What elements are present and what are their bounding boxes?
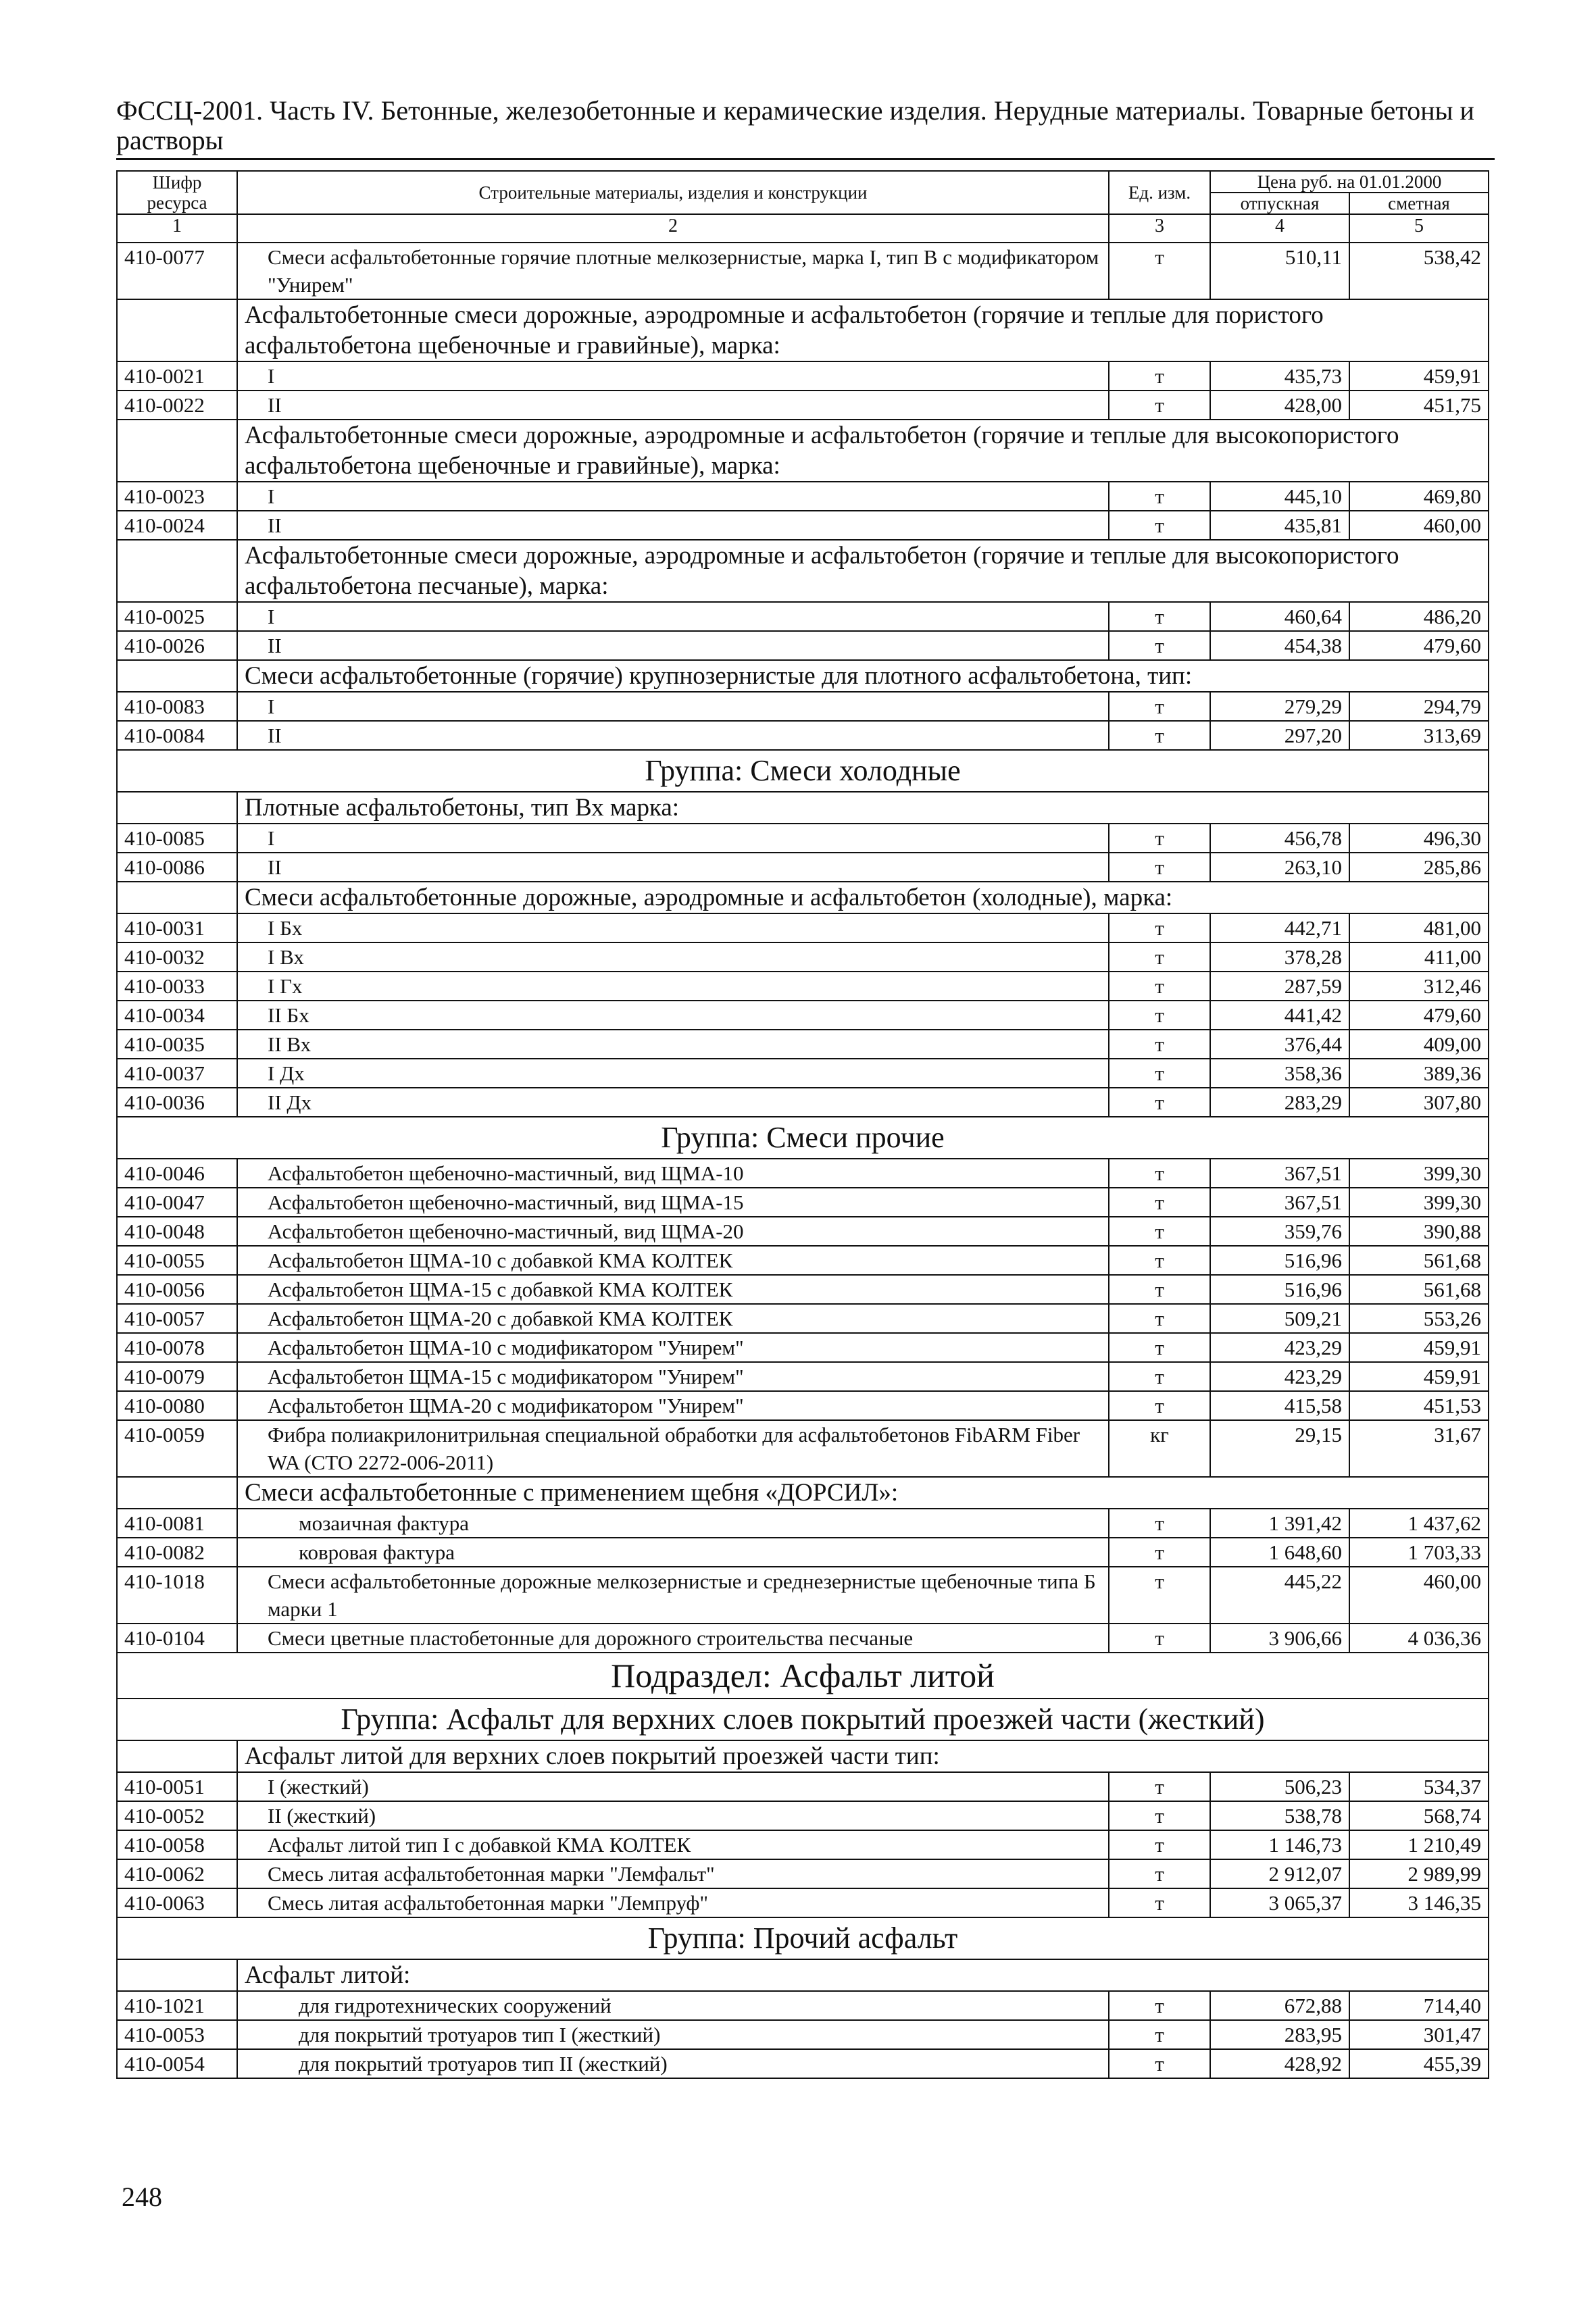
unit: т xyxy=(1109,1567,1210,1624)
resource-code: 410-0048 xyxy=(117,1217,237,1246)
estimate-price: 496,30 xyxy=(1349,824,1489,853)
estimate-price: 285,86 xyxy=(1349,853,1489,882)
release-price: 1 391,42 xyxy=(1210,1509,1349,1538)
table-row xyxy=(117,913,1489,942)
material-name: I Гх xyxy=(237,972,1109,1001)
resource-code: 410-0024 xyxy=(117,511,237,540)
release-price: 516,96 xyxy=(1210,1275,1349,1304)
release-price: 423,29 xyxy=(1210,1333,1349,1362)
estimate-price: 1 437,62 xyxy=(1349,1509,1489,1538)
material-name: II xyxy=(237,631,1109,660)
price-table xyxy=(116,170,1489,2079)
resource-code: 410-0079 xyxy=(117,1362,237,1391)
material-name: Асфальтобетон щебеночно-мастичный, вид ЩМА-10 xyxy=(237,1159,1109,1188)
resource-code: 410-0022 xyxy=(117,391,237,420)
estimate-price: 411,00 xyxy=(1349,942,1489,972)
empty-code-cell xyxy=(117,420,237,482)
material-name: Асфальтобетон ЩМА-10 с модификатором "Унирем" xyxy=(237,1333,1109,1362)
resource-code: 410-0078 xyxy=(117,1333,237,1362)
release-price: 2 912,07 xyxy=(1210,1859,1349,1888)
release-price: 441,42 xyxy=(1210,1001,1349,1030)
material-name: Асфальтобетон ЩМА-20 с модификатором "Унирем" xyxy=(237,1391,1109,1420)
material-name: I xyxy=(237,361,1109,391)
release-price: 428,92 xyxy=(1210,2049,1349,2078)
table-row xyxy=(117,1959,1489,1991)
estimate-price: 486,20 xyxy=(1349,602,1489,631)
material-name: Асфальт литой тип I с добавкой КМА КОЛТЕК xyxy=(237,1830,1109,1859)
empty-code-cell xyxy=(117,540,237,602)
resource-code: 410-0051 xyxy=(117,1772,237,1801)
estimate-price: 479,60 xyxy=(1349,1001,1489,1030)
subsection-heading: Подраздел: Асфальт литой xyxy=(117,1653,1489,1699)
table-row xyxy=(117,420,1489,482)
table-row xyxy=(117,1801,1489,1830)
estimate-price: 313,69 xyxy=(1349,721,1489,750)
material-name: Смеси асфальтобетонные дорожные мелкозернистые и среднезернистые щебеночные типа Б марки 1 xyxy=(237,1567,1109,1624)
table-row xyxy=(117,1991,1489,2020)
table-row xyxy=(117,942,1489,972)
release-price: 279,29 xyxy=(1210,692,1349,721)
empty-code-cell xyxy=(117,299,237,361)
category-heading: Смеси асфальтобетонные с применением щебня «ДОРСИЛ»: xyxy=(237,1477,1489,1509)
resource-code: 410-0035 xyxy=(117,1030,237,1059)
resource-code: 410-0084 xyxy=(117,721,237,750)
category-heading: Смеси асфальтобетонные дорожные, аэродромные и асфальтобетон (холодные), марка: xyxy=(237,882,1489,913)
col-number: 2 xyxy=(237,214,1109,243)
release-price: 287,59 xyxy=(1210,972,1349,1001)
table-row xyxy=(117,1624,1489,1653)
material-name: I Дх xyxy=(237,1059,1109,1088)
group-heading: Группа: Прочий асфальт xyxy=(117,1917,1489,1959)
material-name: Фибра полиакрилонитрильная специальной обработки для асфальтобетонов FibARM Fiber WA (СТО 2272-006-2011) xyxy=(237,1420,1109,1477)
release-price: 456,78 xyxy=(1210,824,1349,853)
material-name: ковровая фактура xyxy=(237,1538,1109,1567)
resource-code: 410-1018 xyxy=(117,1567,237,1624)
resource-code: 410-0036 xyxy=(117,1088,237,1117)
unit: т xyxy=(1109,1391,1210,1420)
table-row xyxy=(117,1917,1489,1959)
category-heading: Асфальт литой для верхних слоев покрытий проезжей части тип: xyxy=(237,1740,1489,1772)
col-header-estimate: сметная xyxy=(1349,193,1489,214)
table-row xyxy=(117,1246,1489,1275)
unit: т xyxy=(1109,1772,1210,1801)
unit: т xyxy=(1109,2049,1210,2078)
estimate-price: 451,75 xyxy=(1349,391,1489,420)
material-name: Асфальтобетон ЩМА-20 с добавкой КМА КОЛТЕК xyxy=(237,1304,1109,1333)
material-name: Смеси асфальтобетонные горячие плотные мелкозернистые, марка I, тип В с модификатором "Унирем" xyxy=(237,243,1109,299)
table-row xyxy=(117,1477,1489,1509)
unit: т xyxy=(1109,511,1210,540)
release-price: 3 065,37 xyxy=(1210,1888,1349,1917)
estimate-price: 481,00 xyxy=(1349,913,1489,942)
resource-code: 410-0054 xyxy=(117,2049,237,2078)
release-price: 445,10 xyxy=(1210,482,1349,511)
unit: т xyxy=(1109,692,1210,721)
table-row xyxy=(117,602,1489,631)
table-row xyxy=(117,824,1489,853)
unit: т xyxy=(1109,1509,1210,1538)
resource-code: 410-0104 xyxy=(117,1624,237,1653)
estimate-price: 399,30 xyxy=(1349,1159,1489,1188)
table-row xyxy=(117,540,1489,602)
resource-code: 410-0026 xyxy=(117,631,237,660)
resource-code: 410-0077 xyxy=(117,243,237,299)
unit: кг xyxy=(1109,1420,1210,1477)
release-price: 423,29 xyxy=(1210,1362,1349,1391)
col-number: 3 xyxy=(1109,214,1210,243)
resource-code: 410-0052 xyxy=(117,1801,237,1830)
resource-code: 410-0031 xyxy=(117,913,237,942)
col-header-name: Строительные материалы, изделия и конструкции xyxy=(237,171,1109,214)
table-row xyxy=(117,1030,1489,1059)
unit: т xyxy=(1109,1088,1210,1117)
release-price: 29,15 xyxy=(1210,1420,1349,1477)
material-name: I xyxy=(237,602,1109,631)
estimate-price: 561,68 xyxy=(1349,1275,1489,1304)
col-number: 5 xyxy=(1349,214,1489,243)
unit: т xyxy=(1109,1030,1210,1059)
material-name: I xyxy=(237,692,1109,721)
unit: т xyxy=(1109,1304,1210,1333)
estimate-price: 460,00 xyxy=(1349,1567,1489,1624)
table-row xyxy=(117,1117,1489,1159)
table-row xyxy=(117,1001,1489,1030)
estimate-price: 409,00 xyxy=(1349,1030,1489,1059)
release-price: 1 648,60 xyxy=(1210,1538,1349,1567)
table-row xyxy=(117,1088,1489,1117)
release-price: 509,21 xyxy=(1210,1304,1349,1333)
table-row xyxy=(117,2049,1489,2078)
table-row xyxy=(117,1362,1489,1391)
group-heading: Группа: Асфальт для верхних слоев покрытий проезжей части (жесткий) xyxy=(117,1699,1489,1740)
table-row xyxy=(117,721,1489,750)
estimate-price: 307,80 xyxy=(1349,1088,1489,1117)
table-row xyxy=(117,1538,1489,1567)
table-row xyxy=(117,1333,1489,1362)
estimate-price: 479,60 xyxy=(1349,631,1489,660)
release-price: 445,22 xyxy=(1210,1567,1349,1624)
material-name: II xyxy=(237,511,1109,540)
resource-code: 410-0085 xyxy=(117,824,237,853)
release-price: 359,76 xyxy=(1210,1217,1349,1246)
unit: т xyxy=(1109,1538,1210,1567)
table-row xyxy=(117,1391,1489,1420)
table-row xyxy=(117,391,1489,420)
unit: т xyxy=(1109,853,1210,882)
unit: т xyxy=(1109,1246,1210,1275)
release-price: 538,78 xyxy=(1210,1801,1349,1830)
estimate-price: 553,26 xyxy=(1349,1304,1489,1333)
unit: т xyxy=(1109,631,1210,660)
release-price: 3 906,66 xyxy=(1210,1624,1349,1653)
resource-code: 410-1021 xyxy=(117,1991,237,2020)
material-name: I xyxy=(237,824,1109,853)
unit: т xyxy=(1109,243,1210,299)
release-price: 283,29 xyxy=(1210,1088,1349,1117)
material-name: II xyxy=(237,391,1109,420)
resource-code: 410-0058 xyxy=(117,1830,237,1859)
unit: т xyxy=(1109,482,1210,511)
material-name: I (жесткий) xyxy=(237,1772,1109,1801)
unit: т xyxy=(1109,1001,1210,1030)
release-price: 435,81 xyxy=(1210,511,1349,540)
table-row xyxy=(117,853,1489,882)
release-price: 435,73 xyxy=(1210,361,1349,391)
resource-code: 410-0082 xyxy=(117,1538,237,1567)
release-price: 460,64 xyxy=(1210,602,1349,631)
category-heading: Асфальтобетонные смеси дорожные, аэродромные и асфальтобетон (горячие и теплые для высокопористого асфальтобетона песчаные), марка: xyxy=(237,540,1489,602)
table-row xyxy=(117,750,1489,792)
table-row xyxy=(117,1567,1489,1624)
unit: т xyxy=(1109,824,1210,853)
release-price: 358,36 xyxy=(1210,1059,1349,1088)
table-body xyxy=(117,243,1489,2078)
table-row xyxy=(117,692,1489,721)
material-name: для гидротехнических сооружений xyxy=(237,1991,1109,2020)
table-row xyxy=(117,660,1489,692)
table-row xyxy=(117,1830,1489,1859)
estimate-price: 389,36 xyxy=(1349,1059,1489,1088)
table-row xyxy=(117,482,1489,511)
estimate-price: 294,79 xyxy=(1349,692,1489,721)
table-row xyxy=(117,1740,1489,1772)
release-price: 415,58 xyxy=(1210,1391,1349,1420)
material-name: мозаичная фактура xyxy=(237,1509,1109,1538)
category-heading: Смеси асфальтобетонные (горячие) крупнозернистые для плотного асфальтобетона, тип: xyxy=(237,660,1489,692)
category-heading: Асфальтобетонные смеси дорожные, аэродромные и асфальтобетон (горячие и теплые для высокопористого асфальтобетона щебеночные и гравийные), марка: xyxy=(237,420,1489,482)
table-row xyxy=(117,631,1489,660)
material-name: для покрытий тротуаров тип I (жесткий) xyxy=(237,2020,1109,2049)
category-heading: Асфальт литой: xyxy=(237,1959,1489,1991)
unit: т xyxy=(1109,1159,1210,1188)
unit: т xyxy=(1109,361,1210,391)
release-price: 516,96 xyxy=(1210,1246,1349,1275)
material-name: Смеси цветные пластобетонные для дорожного строительства песчаные xyxy=(237,1624,1109,1653)
material-name: для покрытий тротуаров тип II (жесткий) xyxy=(237,2049,1109,2078)
estimate-price: 2 989,99 xyxy=(1349,1859,1489,1888)
table-row xyxy=(117,1304,1489,1333)
resource-code: 410-0033 xyxy=(117,972,237,1001)
estimate-price: 714,40 xyxy=(1349,1991,1489,2020)
empty-code-cell xyxy=(117,1477,237,1509)
group-heading: Группа: Смеси холодные xyxy=(117,750,1489,792)
col-number: 4 xyxy=(1210,214,1349,243)
resource-code: 410-0032 xyxy=(117,942,237,972)
release-price: 367,51 xyxy=(1210,1159,1349,1188)
estimate-price: 4 036,36 xyxy=(1349,1624,1489,1653)
unit: т xyxy=(1109,2020,1210,2049)
material-name: Асфальтобетон ЩМА-15 с модификатором "Унирем" xyxy=(237,1362,1109,1391)
resource-code: 410-0056 xyxy=(117,1275,237,1304)
release-price: 428,00 xyxy=(1210,391,1349,420)
unit: т xyxy=(1109,1275,1210,1304)
resource-code: 410-0062 xyxy=(117,1859,237,1888)
table-row xyxy=(117,1699,1489,1740)
col-number: 1 xyxy=(117,214,237,243)
resource-code: 410-0081 xyxy=(117,1509,237,1538)
estimate-price: 459,91 xyxy=(1349,361,1489,391)
estimate-price: 455,39 xyxy=(1349,2049,1489,2078)
release-price: 263,10 xyxy=(1210,853,1349,882)
release-price: 378,28 xyxy=(1210,942,1349,972)
table-row xyxy=(117,2020,1489,2049)
group-heading: Группа: Смеси прочие xyxy=(117,1117,1489,1159)
table-row xyxy=(117,1888,1489,1917)
estimate-price: 312,46 xyxy=(1349,972,1489,1001)
empty-code-cell xyxy=(117,1959,237,1991)
table-row xyxy=(117,882,1489,913)
unit: т xyxy=(1109,913,1210,942)
unit: т xyxy=(1109,1059,1210,1088)
estimate-price: 538,42 xyxy=(1349,243,1489,299)
table-row xyxy=(117,1509,1489,1538)
estimate-price: 399,30 xyxy=(1349,1188,1489,1217)
table-row xyxy=(117,1772,1489,1801)
table-row xyxy=(117,1059,1489,1088)
material-name: Асфальтобетон щебеночно-мастичный, вид ЩМА-15 xyxy=(237,1188,1109,1217)
material-name: I Вх xyxy=(237,942,1109,972)
resource-code: 410-0047 xyxy=(117,1188,237,1217)
table-row xyxy=(117,243,1489,299)
resource-code: 410-0059 xyxy=(117,1420,237,1477)
release-price: 510,11 xyxy=(1210,243,1349,299)
empty-code-cell xyxy=(117,882,237,913)
material-name: Смесь литая асфальтобетонная марки "Лемпруф" xyxy=(237,1888,1109,1917)
resource-code: 410-0021 xyxy=(117,361,237,391)
release-price: 297,20 xyxy=(1210,721,1349,750)
material-name: Асфальтобетон щебеночно-мастичный, вид ЩМА-20 xyxy=(237,1217,1109,1246)
table-row xyxy=(117,972,1489,1001)
material-name: I xyxy=(237,482,1109,511)
unit: т xyxy=(1109,721,1210,750)
estimate-price: 1 210,49 xyxy=(1349,1830,1489,1859)
release-price: 367,51 xyxy=(1210,1188,1349,1217)
release-price: 442,71 xyxy=(1210,913,1349,942)
unit: т xyxy=(1109,391,1210,420)
estimate-price: 561,68 xyxy=(1349,1246,1489,1275)
release-price: 506,23 xyxy=(1210,1772,1349,1801)
resource-code: 410-0083 xyxy=(117,692,237,721)
col-header-unit: Ед. изм. xyxy=(1109,171,1210,214)
table-row xyxy=(117,792,1489,824)
unit: т xyxy=(1109,1188,1210,1217)
material-name: II Дх xyxy=(237,1088,1109,1117)
resource-code: 410-0057 xyxy=(117,1304,237,1333)
resource-code: 410-0025 xyxy=(117,602,237,631)
table-row xyxy=(117,1859,1489,1888)
estimate-price: 459,91 xyxy=(1349,1333,1489,1362)
empty-code-cell xyxy=(117,792,237,824)
table-row xyxy=(117,1653,1489,1699)
unit: т xyxy=(1109,1830,1210,1859)
material-name: II xyxy=(237,721,1109,750)
table-row xyxy=(117,1159,1489,1188)
resource-code: 410-0053 xyxy=(117,2020,237,2049)
resource-code: 410-0046 xyxy=(117,1159,237,1188)
col-header-release: отпускная xyxy=(1210,193,1349,214)
estimate-price: 534,37 xyxy=(1349,1772,1489,1801)
resource-code: 410-0086 xyxy=(117,853,237,882)
material-name: Асфальтобетон ЩМА-10 с добавкой КМА КОЛТЕК xyxy=(237,1246,1109,1275)
estimate-price: 301,47 xyxy=(1349,2020,1489,2049)
running-header: ФССЦ-2001. Часть IV. Бетонные, железобетонные и керамические изделия. Нерудные материалы. Товарные бетоны и растворы xyxy=(116,96,1495,160)
estimate-price: 460,00 xyxy=(1349,511,1489,540)
estimate-price: 568,74 xyxy=(1349,1801,1489,1830)
unit: т xyxy=(1109,1333,1210,1362)
resource-code: 410-0037 xyxy=(117,1059,237,1088)
category-heading: Асфальтобетонные смеси дорожные, аэродромные и асфальтобетон (горячие и теплые для пористого асфальтобетона щебеночные и гравийные), марка: xyxy=(237,299,1489,361)
empty-code-cell xyxy=(117,1740,237,1772)
estimate-price: 31,67 xyxy=(1349,1420,1489,1477)
category-heading: Плотные асфальтобетоны, тип Вх марка: xyxy=(237,792,1489,824)
material-name: I Бх xyxy=(237,913,1109,942)
table-row xyxy=(117,1188,1489,1217)
estimate-price: 469,80 xyxy=(1349,482,1489,511)
release-price: 376,44 xyxy=(1210,1030,1349,1059)
release-price: 1 146,73 xyxy=(1210,1830,1349,1859)
page-number: 248 xyxy=(122,2182,162,2212)
estimate-price: 459,91 xyxy=(1349,1362,1489,1391)
table-row xyxy=(117,511,1489,540)
col-header-price: Цена руб. на 01.01.2000 xyxy=(1210,171,1489,193)
material-name: II (жесткий) xyxy=(237,1801,1109,1830)
col-header-code: Шифр ресурса xyxy=(117,171,237,214)
material-name: II xyxy=(237,853,1109,882)
unit: т xyxy=(1109,1801,1210,1830)
resource-code: 410-0055 xyxy=(117,1246,237,1275)
estimate-price: 3 146,35 xyxy=(1349,1888,1489,1917)
resource-code: 410-0063 xyxy=(117,1888,237,1917)
table-row xyxy=(117,1275,1489,1304)
unit: т xyxy=(1109,1624,1210,1653)
release-price: 283,95 xyxy=(1210,2020,1349,2049)
release-price: 672,88 xyxy=(1210,1991,1349,2020)
unit: т xyxy=(1109,1362,1210,1391)
table-row xyxy=(117,299,1489,361)
material-name: II Вх xyxy=(237,1030,1109,1059)
resource-code: 410-0080 xyxy=(117,1391,237,1420)
resource-code: 410-0034 xyxy=(117,1001,237,1030)
unit: т xyxy=(1109,1217,1210,1246)
estimate-price: 451,53 xyxy=(1349,1391,1489,1420)
estimate-price: 390,88 xyxy=(1349,1217,1489,1246)
resource-code: 410-0023 xyxy=(117,482,237,511)
unit: т xyxy=(1109,1991,1210,2020)
unit: т xyxy=(1109,1859,1210,1888)
material-name: II Бх xyxy=(237,1001,1109,1030)
table-row xyxy=(117,1217,1489,1246)
unit: т xyxy=(1109,972,1210,1001)
table-row xyxy=(117,361,1489,391)
unit: т xyxy=(1109,942,1210,972)
table-row xyxy=(117,1420,1489,1477)
material-name: Асфальтобетон ЩМА-15 с добавкой КМА КОЛТЕК xyxy=(237,1275,1109,1304)
unit: т xyxy=(1109,1888,1210,1917)
unit: т xyxy=(1109,602,1210,631)
release-price: 454,38 xyxy=(1210,631,1349,660)
estimate-price: 1 703,33 xyxy=(1349,1538,1489,1567)
material-name: Смесь литая асфальтобетонная марки "Лемфальт" xyxy=(237,1859,1109,1888)
empty-code-cell xyxy=(117,660,237,692)
